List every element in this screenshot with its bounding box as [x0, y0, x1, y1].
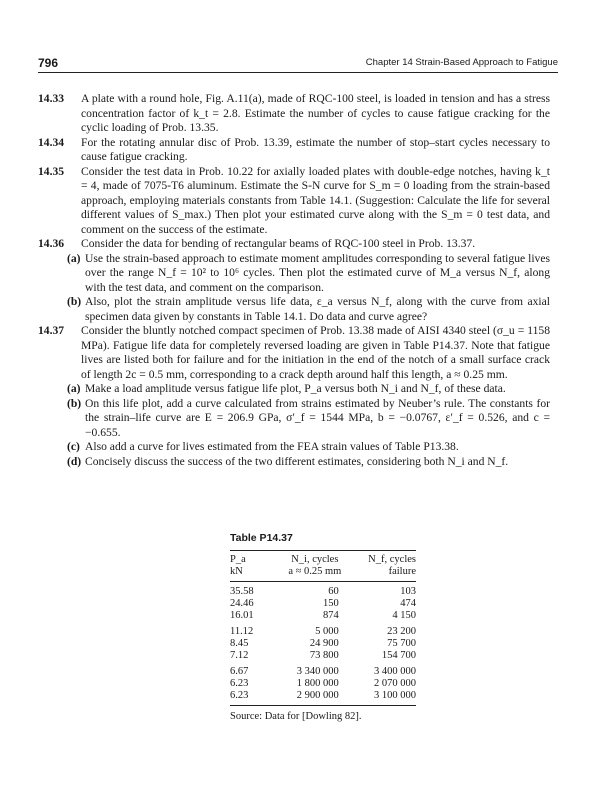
- part-label: (b): [67, 295, 82, 308]
- problem-14-37-part-b: [38, 397, 550, 441]
- part-text: On this life plot, add a curve calculated from strains estimated by Neuber’s rule. The constants for the strain–life curve are E = 206.9 GPa, σ′_f = 1544 MPa, b = −0.0767, ε′_f = 0.526, and c = −0.655.: [85, 396, 550, 439]
- problem-text: For the rotating annular disc of Prob. 13.39, estimate the number of stop–start cycles necessary to cause fatigue cracking.: [81, 135, 550, 163]
- table-row: [230, 638, 416, 650]
- running-head: Chapter 14 Strain-Based Approach to Fatigue: [365, 57, 558, 68]
- cell-load: 6.23: [230, 678, 249, 689]
- problem-number: 14.34: [38, 135, 65, 149]
- page-number: 796: [38, 56, 59, 70]
- part-text: Concisely discuss the success of the two different estimates, considering both N_i and N_f.: [85, 454, 509, 468]
- problem-number: 14.33: [38, 92, 65, 105]
- table-row: [230, 678, 416, 690]
- cell-initiation: 5 000: [315, 626, 339, 637]
- problem-14-36: [38, 237, 550, 252]
- fatigue-life-table: [230, 550, 416, 706]
- cell-load: 16.01: [230, 610, 254, 621]
- table-caption: Table P14.37: [230, 532, 293, 544]
- part-text: Make a load amplitude versus fatigue life plot, P_a versus both N_i and N_f, of these data.: [85, 382, 506, 395]
- column-unit-load: kN: [230, 566, 277, 582]
- part-label: (a): [67, 382, 81, 395]
- cell-initiation: 24 900: [309, 638, 339, 649]
- part-label: (a): [67, 251, 81, 265]
- cell-failure: 103: [400, 586, 416, 597]
- column-header-initiation: N_i, cycles: [277, 551, 353, 567]
- problem-number: 14.36: [38, 237, 65, 250]
- column-header-load: P_a: [230, 551, 277, 567]
- problem-number: 14.35: [38, 164, 65, 178]
- problem-14-36-part-a: [38, 252, 550, 296]
- table-source: Source: Data for [Dowling 82].: [230, 711, 362, 722]
- cell-initiation: 3 340 000: [296, 666, 339, 677]
- cell-failure: 474: [400, 598, 416, 609]
- problem-14-33: [38, 92, 550, 136]
- cell-load: 8.45: [230, 638, 249, 649]
- problem-14-37-part-d: [38, 455, 550, 470]
- cell-failure: 4 150: [392, 610, 416, 621]
- cell-failure: 3 400 000: [374, 666, 416, 677]
- column-header-failure: N_f, cycles: [353, 551, 416, 567]
- cell-initiation: 2 900 000: [277, 690, 353, 706]
- part-label: (c): [67, 440, 80, 453]
- table-row: [230, 650, 416, 662]
- table-row: [230, 598, 416, 610]
- part-text: Also add a curve for lives estimated from the FEA strain values of Table P13.38.: [85, 440, 459, 453]
- cell-load: 24.46: [230, 598, 254, 609]
- cell-failure: 75 700: [387, 638, 416, 649]
- table-row: [230, 662, 416, 678]
- cell-failure: 154 700: [381, 650, 416, 661]
- cell-initiation: 60: [328, 586, 339, 597]
- column-unit-initiation: a ≈ 0.25 mm: [277, 566, 353, 582]
- part-text: Use the strain-based approach to estimate moment amplitudes corresponding to several fatigue lives over the range N_f = 10² to 10⁶ cycles. Then plot the estimated curve of M_a versus N_f, along with the test data, and comment on the comparison.: [85, 251, 550, 294]
- problem-14-36-part-b: [38, 295, 550, 324]
- problem-14-37-part-a: [38, 382, 550, 397]
- problem-text: Consider the test data in Prob. 10.22 for axially loaded plates with double-edge notches, having k_t = 4, made of 7075-T6 aluminum. Estimate the S-N curve for S_m = 0 loading from the strain-based approach, employing materials constants from Table 14.1. (Suggestion: Calculate the life for several different values of S_max.) Then plot your estimated curve along with the S_m = 0 test data, and comment on the success of the estimate.: [81, 164, 550, 236]
- cell-load: 6.23: [230, 690, 277, 706]
- cell-initiation: 73 800: [309, 650, 339, 661]
- cell-failure: 23 200: [387, 626, 416, 637]
- cell-initiation: 1 800 000: [296, 678, 339, 689]
- problem-list: [38, 92, 550, 469]
- cell-load: 7.12: [230, 650, 249, 661]
- problem-14-37: [38, 324, 550, 382]
- part-text: Also, plot the strain amplitude versus life data, ε_a versus N_f, along with the curve from axial specimen data given by constants in Table 14.1. Do data and curve agree?: [85, 295, 550, 323]
- table-row: [230, 610, 416, 622]
- part-label: (d): [67, 454, 82, 468]
- problem-text: A plate with a round hole, Fig. A.11(a), made of RQC-100 steel, is loaded in tension and has a stress concentration factor of k_t = 2.8. Estimate the number of cycles to cause fatigue cracking for the cyclic loading of Prob. 13.35.: [81, 92, 550, 134]
- page-header: [38, 56, 558, 73]
- table-p14-37: [230, 532, 416, 722]
- problem-14-34: [38, 136, 550, 165]
- table-row: [230, 582, 416, 599]
- problem-number: 14.37: [38, 324, 65, 337]
- problem-14-37-part-c: [38, 440, 550, 455]
- problem-text: Consider the data for bending of rectangular beams of RQC-100 steel in Prob. 13.37.: [81, 237, 476, 250]
- cell-initiation: 874: [323, 610, 339, 621]
- cell-load: 35.58: [230, 586, 254, 597]
- problem-14-35: [38, 165, 550, 238]
- cell-initiation: 150: [323, 598, 339, 609]
- table-row: [230, 690, 416, 706]
- column-unit-failure: failure: [353, 566, 416, 582]
- cell-failure: 2 070 000: [374, 678, 416, 689]
- cell-failure: 3 100 000: [353, 690, 416, 706]
- table-row: [230, 622, 416, 638]
- cell-load: 11.12: [230, 626, 254, 637]
- part-label: (b): [67, 396, 82, 410]
- problem-text: Consider the bluntly notched compact specimen of Prob. 13.38 made of AISI 4340 steel (σ_u = 1158 MPa). Fatigue life data for completely reversed loading are given in Table P14.37. Note that fatigue lives are listed both for failure and for the initiation in the end of the notch of a small surface crack of length 2c = 0.5 mm, corresponding to a crack depth around half this length, a ≈ 0.25 mm.: [81, 324, 550, 381]
- cell-load: 6.67: [230, 666, 249, 677]
